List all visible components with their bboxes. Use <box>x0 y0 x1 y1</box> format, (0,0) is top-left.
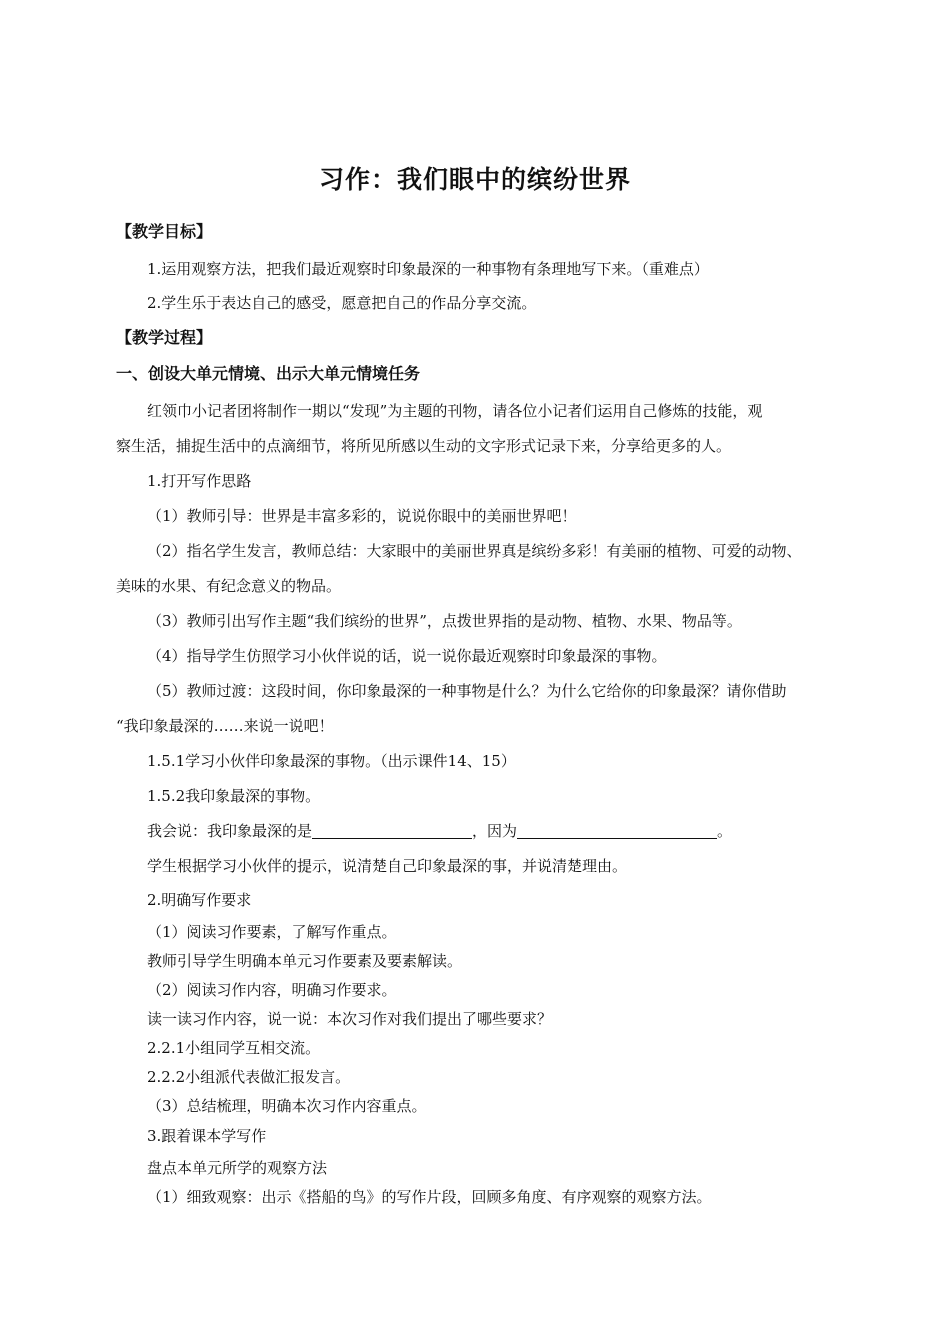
process-heading: 【教学过程】 <box>116 328 213 347</box>
goals-heading: 【教学目标】 <box>116 222 213 241</box>
goal-item: 1.运用观察方法，把我们最近观察时印象最深的一种事物有条理地写下来。（重难点） <box>147 260 709 278</box>
blank-line <box>517 822 717 839</box>
fill-end: 。 <box>717 822 733 840</box>
paragraph-line: 美味的水果、有纪念意义的物品。 <box>116 577 342 595</box>
step-heading: 2.明确写作要求 <box>147 891 252 909</box>
paragraph-line: （1）阅读习作要素，了解写作重点。 <box>147 923 397 941</box>
paragraph-line: 盘点本单元所学的观察方法 <box>147 1159 328 1177</box>
paragraph-line: 学生根据学习小伙伴的提示，说清楚自己印象最深的事，并说清楚理由。 <box>147 857 628 875</box>
paragraph-line: （1）细致观察：出示《搭船的鸟》的写作片段，回顾多角度、有序观察的观察方法。 <box>147 1188 712 1206</box>
step-heading: 3.跟着课本学写作 <box>147 1127 267 1145</box>
paragraph-line: 察生活，捕捉生活中的点滴细节，将所见所感以生动的文字形式记录下来，分享给更多的人。 <box>116 437 732 455</box>
document-title: 习作：我们眼中的缤纷世界 <box>318 165 631 194</box>
sub-item: 2.2.2小组派代表做汇报发言。 <box>147 1068 351 1086</box>
step-heading: 1.打开写作思路 <box>147 472 252 490</box>
paragraph-line: （2）指名学生发言，教师总结：大家眼中的美丽世界真是缤纷多彩！有美丽的植物、可爱的动物、 <box>147 542 802 560</box>
fill-prefix: 我会说：我印象最深的是 <box>147 822 313 840</box>
paragraph-line: （3）教师引出写作主题“我们缤纷的世界”，点拨世界指的是动物、植物、水果、物品等。 <box>147 612 742 630</box>
blank-line <box>312 822 472 839</box>
fill-middle: ，因为 <box>472 822 518 840</box>
paragraph-line: 教师引导学生明确本单元习作要素及要素解读。 <box>147 952 463 970</box>
paragraph-line: （2）阅读习作内容，明确习作要求。 <box>147 981 397 999</box>
goal-item: 2.学生乐于表达自己的感受，愿意把自己的作品分享交流。 <box>147 294 537 312</box>
paragraph-line: 读一读习作内容，说一说：本次习作对我们提出了哪些要求？ <box>147 1010 553 1028</box>
paragraph-line: （5）教师过渡：这段时间，你印象最深的一种事物是什么？为什么它给你的印象最深？请你借助 <box>147 682 787 700</box>
paragraph-line: 红领巾小记者团将制作一期以“发现”为主题的刊物，请各位小记者们运用自己修炼的技能，观 <box>147 402 763 420</box>
sub-item: 2.2.1小组同学互相交流。 <box>147 1039 321 1057</box>
section-heading: 一、创设大单元情境、出示大单元情境任务 <box>116 364 421 383</box>
paragraph-line: “我印象最深的……来说一说吧！ <box>116 717 334 735</box>
sub-item: 1.5.1学习小伙伴印象最深的事物。（出示课件14、15） <box>147 752 516 770</box>
paragraph-line: （1）教师引导：世界是丰富多彩的，说说你眼中的美丽世界吧！ <box>147 507 577 525</box>
paragraph-line: （4）指导学生仿照学习小伙伴说的话，说一说你最近观察时印象最深的事物。 <box>147 647 667 665</box>
paragraph-line: （3）总结梳理，明确本次习作内容重点。 <box>147 1097 427 1115</box>
sub-item: 1.5.2我印象最深的事物。 <box>147 787 321 805</box>
fill-in-line <box>147 821 732 841</box>
